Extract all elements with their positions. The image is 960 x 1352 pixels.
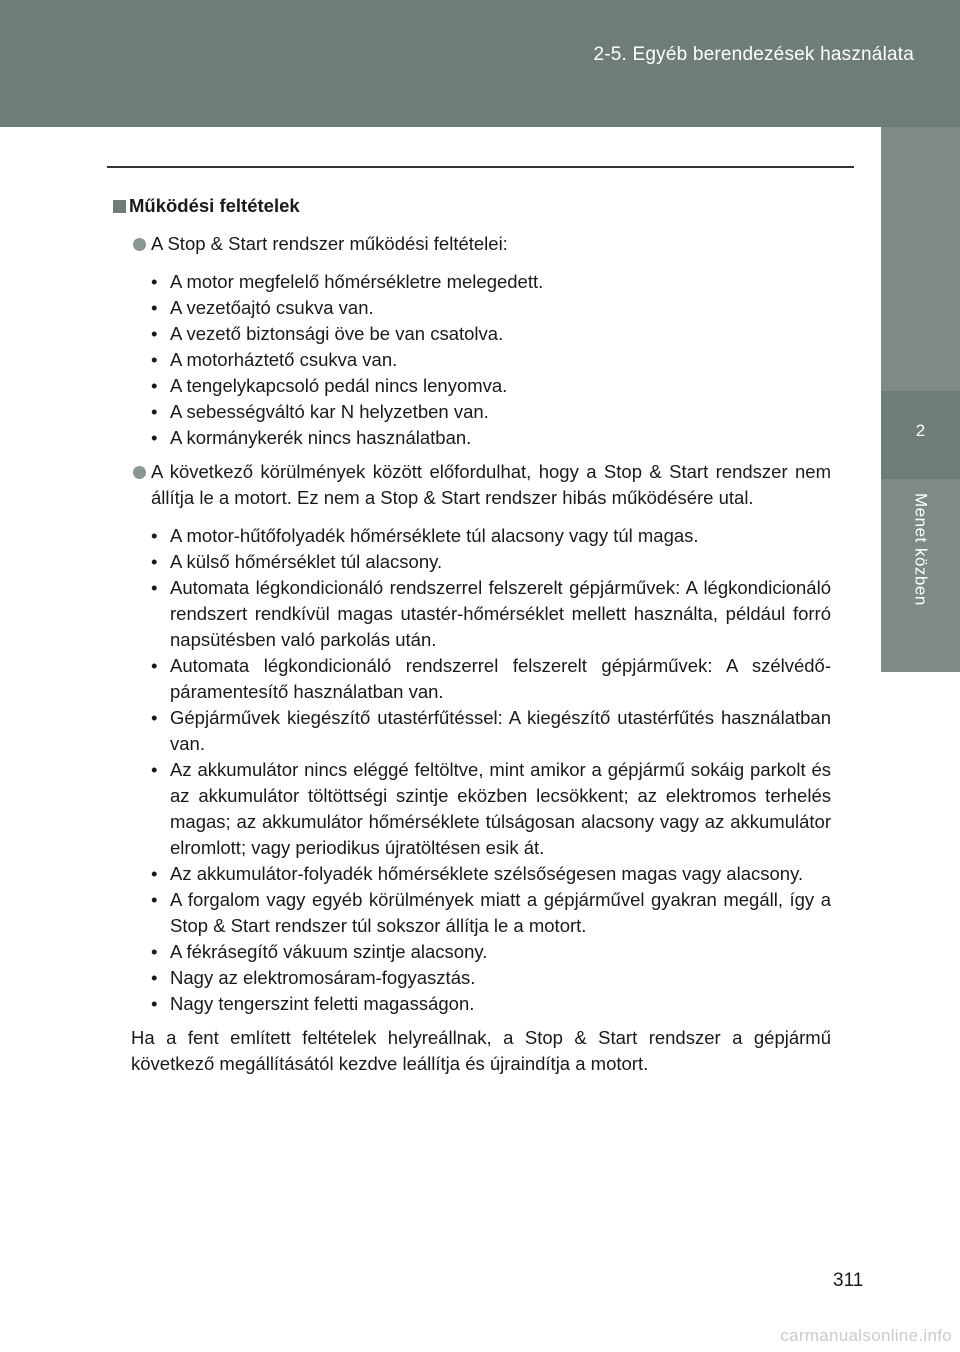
chapter-title: 2-5. Egyéb berendezések használata (593, 44, 914, 65)
list-item: • A kormánykerék nincs használatban. (113, 425, 831, 451)
circle-bullet-icon (133, 238, 146, 251)
side-tab-top (881, 127, 960, 391)
dot-bullet-icon: • (151, 889, 158, 910)
closing-paragraph: Ha a fent említett feltételek helyreállnak, a Stop & Start rendszer a gépjármű következő megállításától kezdve leállítja és újraindítja a motort. (131, 1027, 831, 1074)
list-item: • A motorháztető csukva van. (113, 347, 831, 373)
list-item: • Az akkumulátor nincs eléggé feltöltve, mint amikor a gépjármű sokáig parkolt és az akkumulátor töltöttségi szintje eközben lecsökkent; az elektromos terhelés magas; az akkumulátor hőmérséklete túlságosan alacsony vagy az akkumulátor elromlott; vagy periodikus újratöltésen esik át. (151, 759, 831, 858)
list-item: • A sebességváltó kar N helyzetben van. (113, 399, 831, 425)
list-item: • A motor-hűtőfolyadék hőmérséklete túl alacsony vagy túl magas. (113, 523, 831, 549)
list-item: • Nagy az elektromosáram-fogyasztás. (113, 965, 831, 991)
list-item: • A vezető biztonsági öve be van csatolva. (113, 321, 831, 347)
header-band (0, 0, 960, 127)
dot-bullet-icon: • (151, 707, 158, 728)
exceptions-intro-text: A következő körülmények között előfordulhat, hogy a Stop & Start rendszer nem állítja le a motort. Ez nem a Stop & Start rendszer hibás működésére utal. (151, 461, 831, 508)
conditions-intro (113, 231, 831, 257)
dot-bullet-icon: • (151, 759, 158, 780)
circle-bullet-icon (133, 466, 146, 479)
dot-bullet-icon: • (151, 967, 158, 988)
dot-bullet-icon: • (151, 427, 158, 448)
list-item: • Automata légkondicionáló rendszerrel felszerelt gépjárművek: A légkondicionáló rendszert rendkívül magas utastér-hőmérséklet mellett használta, például forró napsütésben való parkolás után. (151, 577, 831, 650)
section-heading (113, 193, 831, 219)
dot-bullet-icon: • (151, 349, 158, 370)
dot-bullet-icon: • (151, 941, 158, 962)
dot-bullet-icon: • (151, 993, 158, 1014)
dot-bullet-icon: • (151, 551, 158, 572)
dot-bullet-icon: • (151, 863, 158, 884)
dot-bullet-icon: • (151, 525, 158, 546)
list-item: • Nagy tengerszint feletti magasságon. (113, 991, 831, 1017)
top-rule (107, 166, 854, 168)
conditions-list (113, 269, 831, 451)
list-item: • A fékrásegítő vákuum szintje alacsony. (113, 939, 831, 965)
side-tab-label: Menet közben (911, 493, 931, 606)
square-bullet-icon (113, 200, 126, 213)
dot-bullet-icon: • (151, 655, 158, 676)
exceptions-intro (113, 459, 831, 511)
list-item: • A vezetőajtó csukva van. (113, 295, 831, 321)
dot-bullet-icon: • (151, 401, 158, 422)
watermark: carmanualsonline.info (780, 1326, 952, 1345)
page-number: 311 (833, 1270, 864, 1291)
exceptions-list (113, 523, 831, 1017)
list-item: • A külső hőmérséklet túl alacsony. (113, 549, 831, 575)
dot-bullet-icon: • (151, 375, 158, 396)
dot-bullet-icon: • (151, 577, 158, 598)
side-tab-number: 2 (881, 391, 960, 479)
dot-bullet-icon: • (151, 271, 158, 292)
page-content (113, 193, 831, 1077)
dot-bullet-icon: • (151, 323, 158, 344)
list-item: • A motor megfelelő hőmérsékletre melegedett. (113, 269, 831, 295)
list-item: • Automata légkondicionáló rendszerrel felszerelt gépjárművek: A szélvédő-páramentesítő használatban van. (151, 655, 831, 702)
list-item: • Az akkumulátor-folyadék hőmérséklete szélsőségesen magas vagy alacsony. (113, 861, 831, 887)
list-item: • A tengelykapcsoló pedál nincs lenyomva. (113, 373, 831, 399)
conditions-intro-text: A Stop & Start rendszer működési feltételei: (151, 233, 508, 254)
list-item: • Gépjárművek kiegészítő utastérfűtéssel: A kiegészítő utastérfűtés használatban van. (151, 707, 831, 754)
section-title: Működési feltételek (129, 195, 300, 216)
dot-bullet-icon: • (151, 297, 158, 318)
side-tab-label-box (881, 479, 960, 672)
list-item: • A forgalom vagy egyéb körülmények miatt a gépjárművel gyakran megáll, így a Stop & Start rendszer túl sokszor állítja le a motort. (151, 889, 831, 936)
